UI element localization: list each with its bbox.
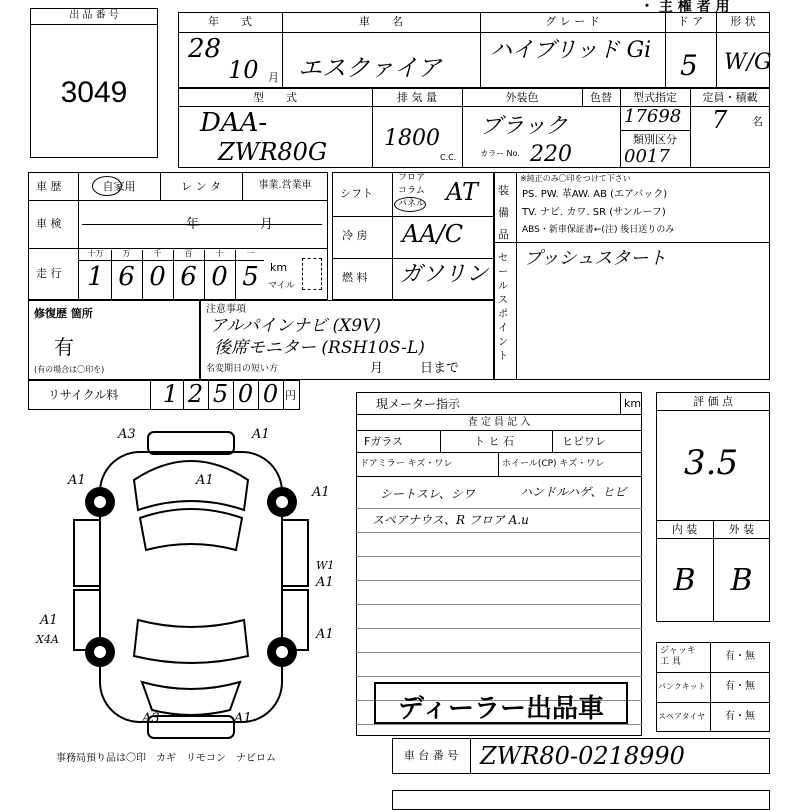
damage-mark-7: A1: [316, 627, 334, 642]
damage-mark-2: A1: [252, 427, 270, 442]
recycle-digit: 2: [187, 380, 204, 408]
car-name-label: 車 名: [359, 15, 403, 28]
meter-ruled-line: [356, 628, 642, 629]
type-approval-value: 17698: [624, 106, 682, 127]
recycle-digit: 1: [162, 380, 179, 408]
mileage-divider: [235, 250, 236, 300]
inspector-note-2: ハンドルハゲ、ヒビ: [520, 485, 627, 499]
interior-label: 内 装: [671, 523, 698, 536]
wheel-label: ホイール(CP) キズ・ワレ: [502, 459, 605, 469]
mileage-divider: [111, 250, 112, 300]
mileage-digit-head: 千: [153, 249, 162, 258]
equipment-note: ※純正のみ〇印をつけて下さい: [520, 174, 631, 183]
bottom-box-edge: [392, 790, 770, 810]
damage-mark-8: A1: [234, 711, 252, 726]
grade-value: ハイブリッド Gi: [490, 38, 652, 63]
meter-ruled-line: [356, 676, 642, 677]
meter-label: 現メーター指示: [376, 397, 461, 411]
grade-label: グ レ ー ド: [545, 15, 600, 28]
inspection-year: 年: [186, 217, 200, 232]
exterior-score: B: [730, 563, 753, 598]
type-approval-label: 型式指定: [633, 91, 677, 104]
color-change-label: 色替: [590, 91, 612, 104]
recycle-digit: 5: [212, 380, 229, 408]
mileage-divider: [173, 250, 174, 300]
damage-mark-9: A3: [142, 711, 160, 726]
shift-column: コラム: [398, 186, 425, 196]
mileage-digit: 6: [118, 262, 135, 292]
category-label: 類別区分: [633, 133, 677, 146]
damage-mark-3: A1: [68, 473, 86, 488]
notes-line2: 後席モニター (RSH10S-L): [214, 338, 425, 358]
year-value: 28: [188, 34, 222, 64]
mileage-digit: 1: [87, 262, 104, 292]
equipment-line3: ABS・新車保証書←(注) 後日送りのみ: [522, 225, 675, 235]
mileage-label: 走 行: [36, 267, 62, 280]
mileage-digit-head: 十: [215, 249, 224, 258]
mile-label: マイル: [268, 281, 295, 291]
exterior-label: 外 装: [728, 523, 755, 536]
model-label: 型 式: [253, 91, 297, 104]
inspection-month: 月: [260, 217, 274, 232]
score-label: 評 価 点: [693, 395, 733, 408]
private-use-circle: [92, 176, 122, 196]
mileage-digit: 5: [242, 262, 259, 292]
lot-number: 3049: [60, 76, 128, 109]
repair-note: (有の場合は〇印を): [34, 365, 105, 374]
mileage-digit-head: 百: [184, 249, 193, 258]
recycle-unit: 円: [285, 389, 296, 402]
score-value: 3.5: [684, 443, 739, 483]
front-glass-label: Fガラス: [364, 435, 403, 448]
mileage-digit: 0: [211, 262, 228, 292]
spare-option: 有・無: [725, 711, 755, 722]
meter-ruled-line: [356, 532, 642, 533]
damage-mark-10: A1: [40, 613, 58, 628]
equipment-line1: PS. PW. 革AW. AB (エアバック): [522, 189, 668, 200]
damage-mark-5: A1: [312, 485, 330, 500]
exterior-color-label: 外装色: [505, 91, 539, 104]
inspector-note-1: シートスレ、シワ: [380, 487, 475, 501]
equipment-label: 装備品: [498, 184, 509, 241]
jack-option: 有・無: [725, 651, 755, 662]
dealer-stamp: ディーラー出品車: [398, 694, 604, 724]
mileage-digit-head: 一: [246, 249, 255, 258]
car-diagram: [30, 420, 360, 750]
displacement-value: 1800: [384, 126, 440, 151]
model-line1: DAA-: [200, 108, 268, 138]
mileage-divider: [204, 250, 205, 300]
displacement-label: 排 気 量: [397, 91, 437, 104]
displacement-unit: C.C.: [440, 153, 457, 162]
shift-value: AT: [446, 178, 479, 206]
mileage-digit: 0: [149, 262, 166, 292]
interior-score: B: [673, 563, 696, 598]
recycle-digit: 0: [237, 380, 254, 408]
door-value: 5: [680, 49, 698, 82]
ac-label: 冷 房: [342, 229, 368, 242]
chassis-value: ZWR80-0218990: [480, 742, 685, 770]
capacity-unit: 名: [752, 115, 763, 128]
puncture-label: パンクキット: [658, 682, 706, 691]
private-use-option: 自家用: [102, 180, 136, 193]
lot-number-label: 出 品 番 号: [69, 10, 119, 21]
damage-mark-12: X4A: [36, 633, 59, 646]
shift-panel: パネル: [398, 199, 426, 209]
year-label: 年 式: [208, 15, 252, 28]
inspector-header: 査 定 員 記 入: [467, 417, 531, 428]
shift-floor: フロア: [398, 173, 426, 183]
diagram-footer: 事務局預り品は〇印 カギ リモコン ナビロム: [56, 753, 276, 764]
ac-value: AA/C: [402, 220, 464, 248]
damage-mark-1: A3: [118, 427, 136, 442]
fuel-value: ガソリン: [400, 262, 489, 287]
deadline-month: 月: [370, 361, 384, 376]
shape-label: 形 状: [730, 15, 756, 28]
mileage-digit: 6: [180, 262, 197, 292]
inspector-note-3: スペアナウス、R フロア A.u: [372, 513, 529, 527]
notes-line1: アルパインナビ (X9V): [210, 316, 381, 336]
inspection-label: 車 検: [36, 217, 62, 230]
shape-value: W/G: [724, 50, 772, 75]
jack-label: ジャッキ 工 具: [660, 646, 696, 667]
car-name-value: エスクァイア: [298, 54, 442, 82]
meter-ruled-line: [356, 652, 642, 653]
equipment-block: [494, 172, 770, 380]
equipment-line2: TV. ナビ. カワ. SR (サンルーフ): [522, 207, 666, 218]
capacity-label: 定員・積載: [702, 91, 758, 104]
business-option: 事業.営業車: [258, 180, 312, 191]
category-value: 0017: [624, 146, 670, 167]
repair-label: 修復歴 箇所: [34, 307, 93, 320]
shift-label: シフト: [340, 187, 373, 200]
color-code-value: 220: [530, 142, 572, 167]
sales-point-text: プッシュスタート: [524, 248, 667, 269]
sales-point-label: セールスポイント: [498, 253, 508, 362]
damage-mark-4: A1: [196, 473, 214, 488]
damage-mark-11: W1: [316, 559, 335, 572]
rental-option: レ ン タ: [181, 180, 221, 193]
chassis-label: 車 台 番 号: [403, 749, 459, 762]
month-value: 10: [228, 56, 259, 84]
meter-ruled-line: [356, 508, 642, 509]
repair-value: 有: [54, 337, 74, 359]
front-glass-crack: ヒビワレ: [562, 435, 606, 448]
exterior-color-value: ブラック: [480, 114, 568, 139]
fuel-label: 燃 料: [342, 271, 368, 284]
meter-ruled-line: [356, 580, 642, 581]
puncture-option: 有・無: [725, 681, 755, 692]
recycle-label: リサイクル料: [48, 388, 119, 402]
mileage-digit-head: 十万: [87, 249, 104, 258]
header-owner-mark: ・ 主 権 者 用: [640, 0, 730, 15]
mirror-label: ドアミラー キズ・ワレ: [360, 459, 453, 469]
mileage-digit-head: 万: [122, 249, 131, 258]
mile-checkbox: [302, 258, 322, 290]
km-label: km: [270, 261, 288, 274]
meter-ruled-line: [356, 604, 642, 605]
shift-panel-circle: [394, 197, 426, 212]
capacity-value: 7: [712, 106, 728, 134]
door-label: ド ア: [677, 15, 704, 28]
damage-mark-6: A1: [316, 575, 334, 590]
history-label: 車 歴: [36, 180, 62, 193]
spare-label: スペアタイヤ: [658, 712, 706, 721]
meter-ruled-line: [356, 556, 642, 557]
meter-unit: km: [624, 397, 642, 410]
front-glass-chip: ト ヒ 石: [474, 435, 514, 448]
model-line2: ZWR80G: [218, 138, 328, 166]
month-unit: 月: [268, 71, 279, 84]
notes-label: 注意事項: [206, 304, 246, 315]
recycle-divider: [283, 380, 284, 410]
color-code-label: カラー No.: [480, 149, 520, 158]
deadline-day: 日まで: [420, 361, 460, 376]
mileage-divider: [142, 250, 143, 300]
rename-deadline-label: 名変期日の短い方: [206, 364, 279, 374]
recycle-digit: 0: [262, 380, 279, 408]
